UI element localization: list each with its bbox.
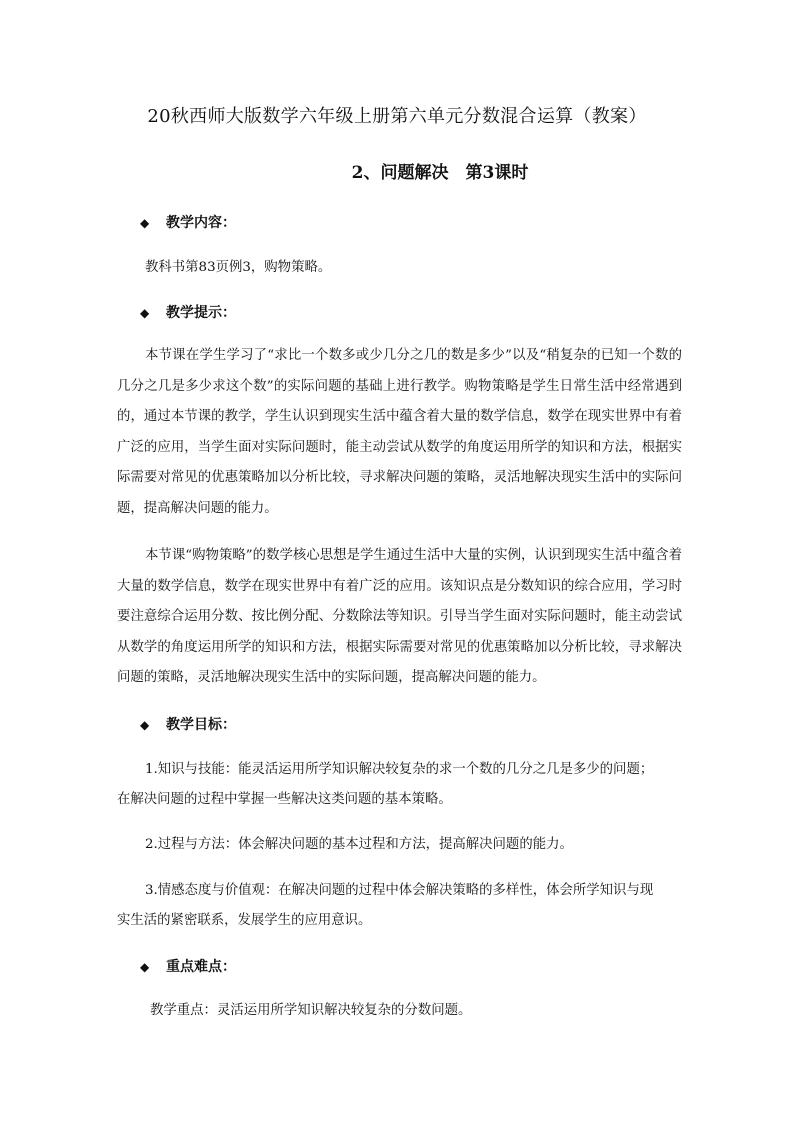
section-heading-content [140,212,236,234]
lesson-subtitle: 2、问题解决 第3课时 [351,163,529,183]
goal-item-1-line-2: 在解决问题的过程中掌握一些解决这类问题的基本策略。 [117,792,452,807]
goal-item-1-line-1: 1.知识与技能：能灵活运用所学知识解决较复杂的求一个数的几分之几是多少的问题； [145,762,654,777]
goal-item-3-line-2: 实生活的紧密联系，发展学生的应用意识。 [117,913,372,928]
section-heading-label: 重点难点： [166,959,236,975]
goal-item-3-line-1: 3.情感态度与价值观：在解决问题的过程中体会解决策略的多样性，体会所学知识与现 [145,883,654,898]
diamond-bullet-icon: ◆ [140,306,150,320]
diamond-bullet-icon: ◆ [140,718,150,732]
section-heading-goals [140,714,236,736]
key-points-text: 教学重点：灵活运用所学知识解决较复杂的分数问题。 [150,1003,472,1018]
section-heading-label: 教学提示： [166,305,236,321]
document-title: 20秋西师大版数学六年级上册第六单元分数混合运算（教案） [147,106,647,127]
tips-paragraph: 本节课“购物策略”的数学核心思想是学生通过生活中大量的实例，认识到现实生活中蕴含着大量的数学信息，数学在现实世界中有着广泛的应用。该知识点是分数知识的综合应用，学习时要注意综合运用分数、按比例分配、分数除法等知识。引导当学生面对实际问题时，能主动尝试从数学的角度运用所学的知识和方法，根据实际需要对常见的优惠策略加以分析比较，寻求解决问题的策略，灵活地解决现实生活中的实际问题，提高解决问题的能力。 [117,548,682,686]
diamond-bullet-icon: ◆ [140,960,150,974]
section-heading-tips [140,302,236,324]
goal-item-2: 2.过程与方法：体会解决问题的基本过程和方法，提高解决问题的能力。 [145,837,573,852]
content-text: 教科书第83页例3，购物策略。 [145,260,332,275]
section-heading-key-points [140,956,236,978]
tips-paragraph: 本节课在学生学习了“求比一个数多或少几分之几的数是多少”以及“稍复杂的已知一个数的几分之几是多少求这个数”的实际问题的基础上进行教学。购物策略是学生日常生活中经常遇到的，通过本节课的教学，学生认识到现实生活中蕴含着大量的数学信息，数学在现实世界中有着广泛的应用，当学生面对实际问题时，能主动尝试从数学的角度运用所学的知识和方法，根据实际需要对常见的优惠策略加以分析比较，寻求解决问题的策略，灵活地解决现实生活中的实际问题，提高解决问题的能力。 [117,348,682,516]
section-heading-label: 教学目标： [166,717,236,733]
diamond-bullet-icon: ◆ [140,216,150,230]
section-heading-label: 教学内容： [166,215,236,231]
